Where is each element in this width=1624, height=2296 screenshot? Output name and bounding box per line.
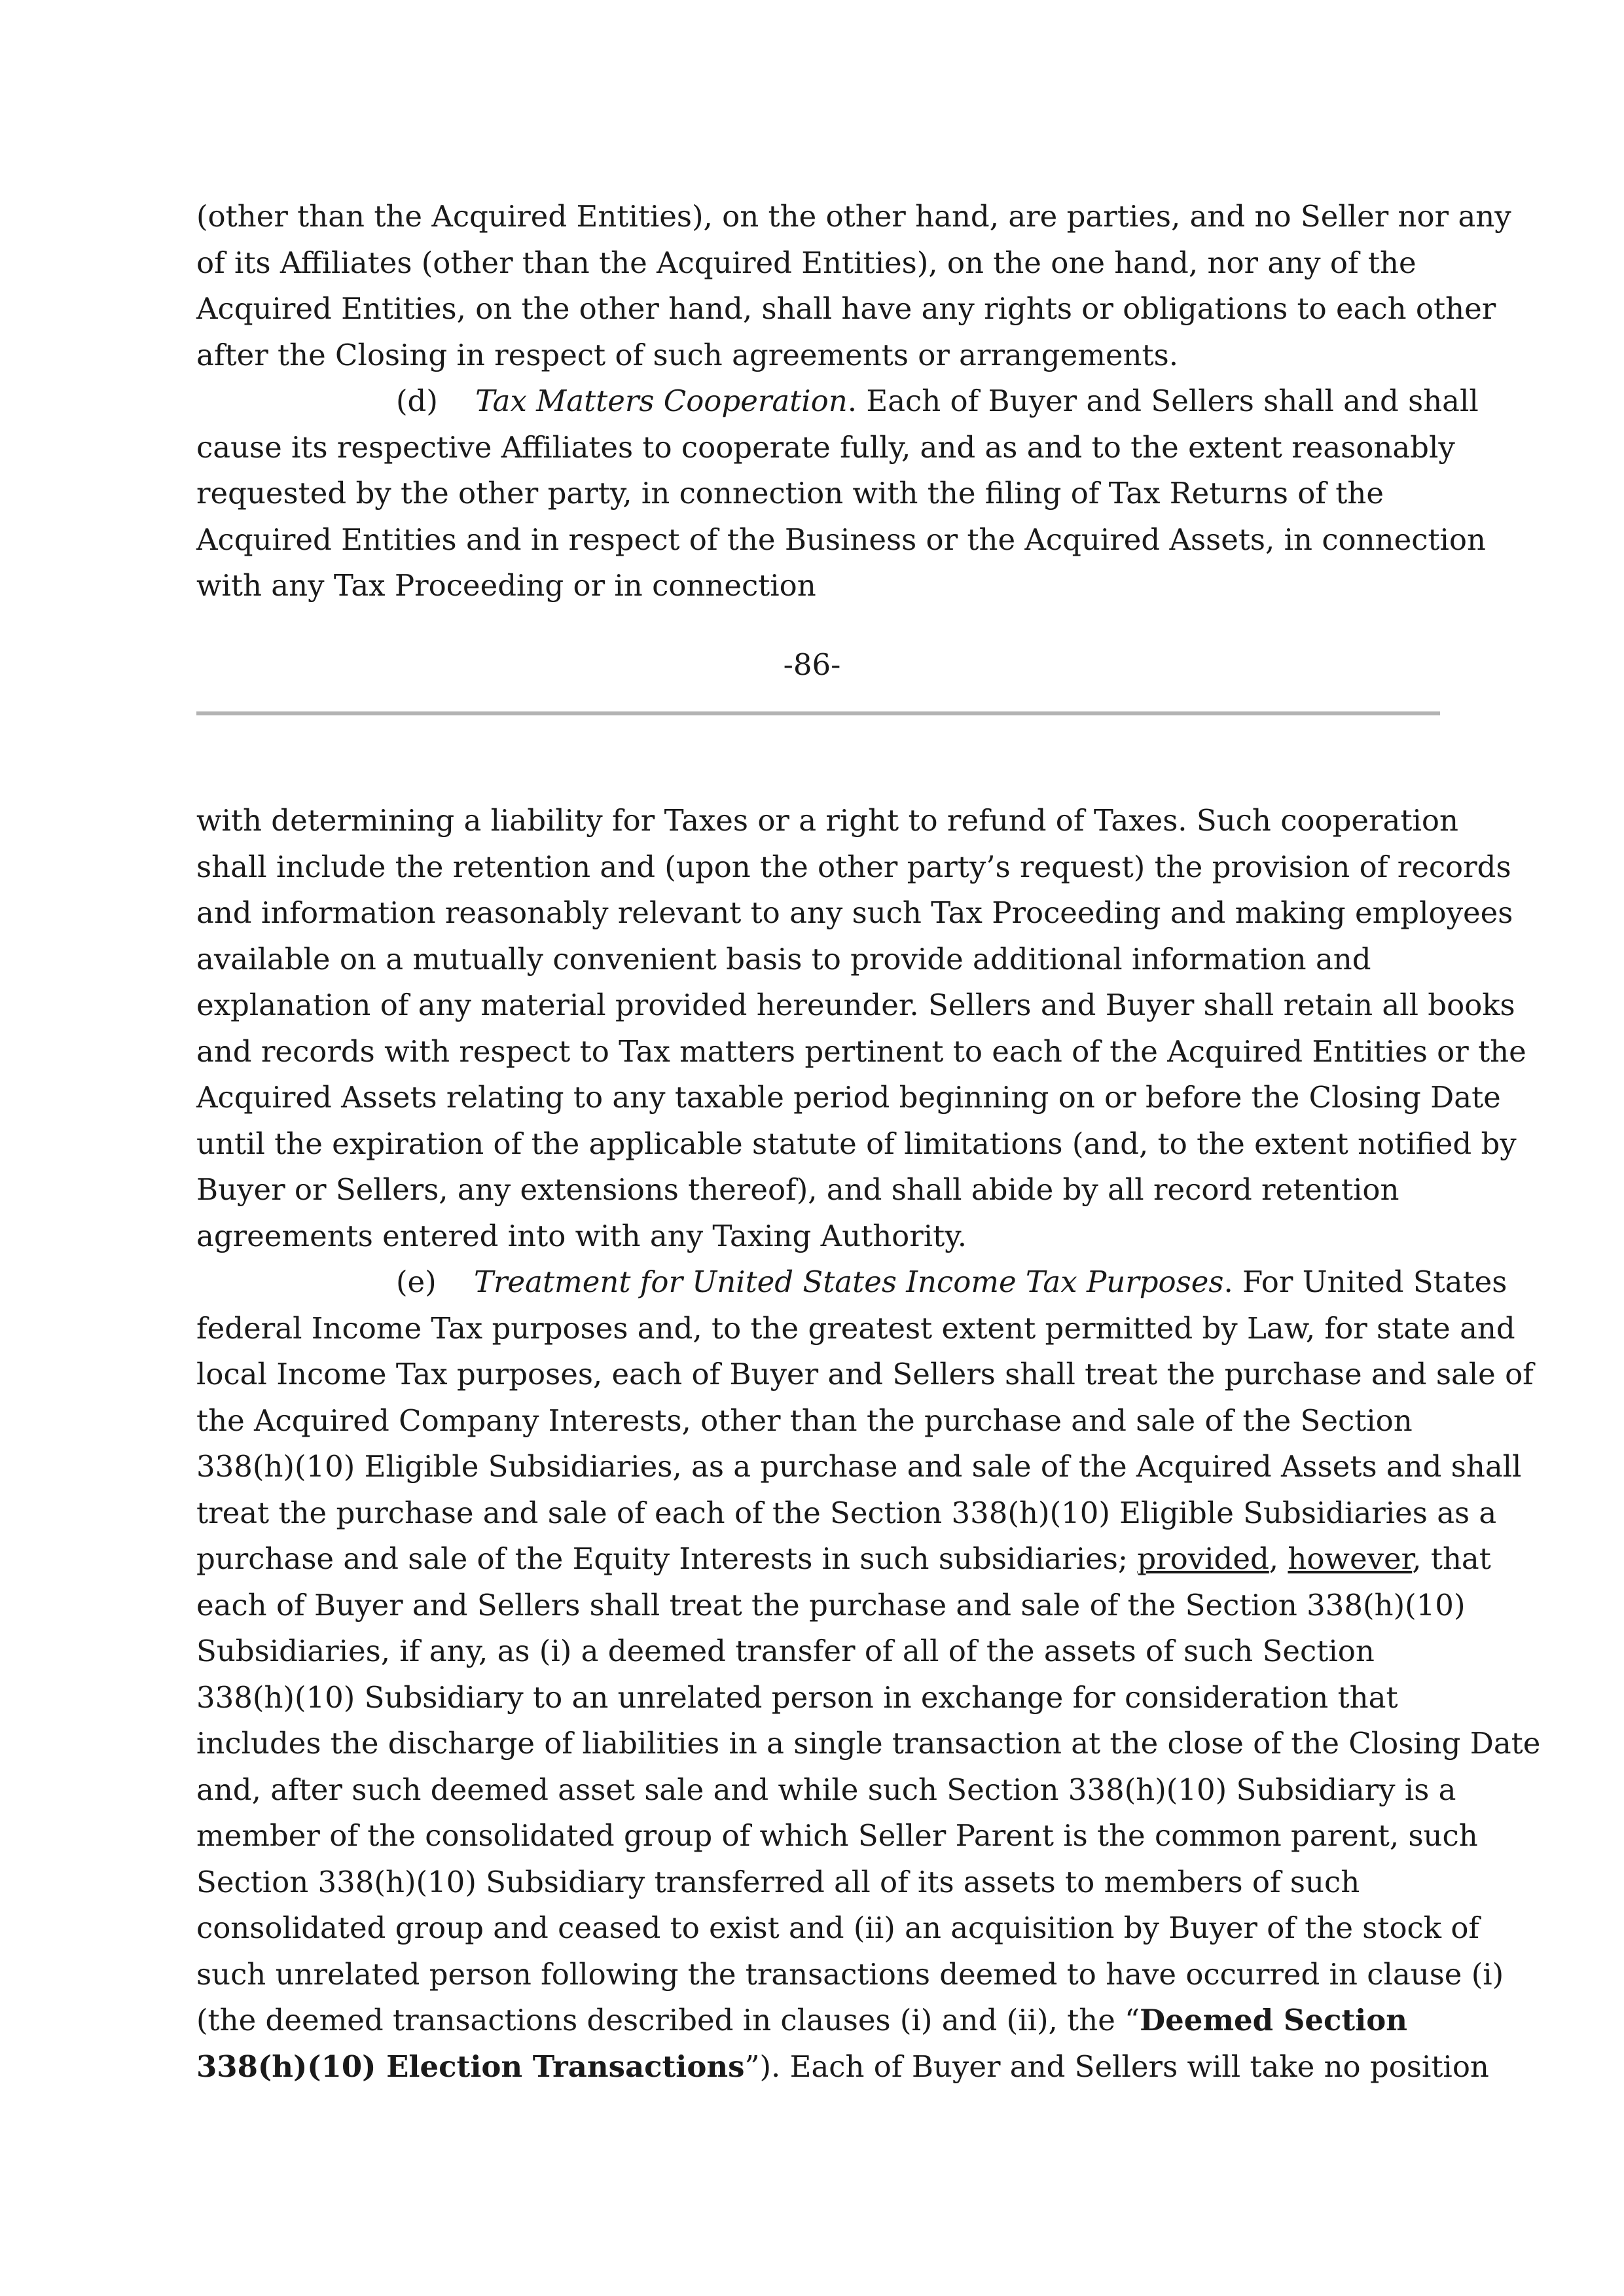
defined-term-part-2: 338(h)(10) Election Transactions	[196, 2049, 745, 2084]
last-line-after: ”). Each of Buyer and Sellers will take no position	[744, 2049, 1489, 2084]
text-line: such unrelated person following the transactions deemed to have occurred in clause (i)	[196, 1956, 1504, 1992]
text-line: and information reasonably relevant to any such Tax Proceeding and making employees	[196, 895, 1513, 930]
provided-term: provided	[1137, 1541, 1269, 1576]
text-line: Subsidiaries, if any, as (i) a deemed transfer of all of the assets of such Section	[196, 1634, 1375, 1668]
text-line: shall include the retention and (upon the other party’s request) the provision of records	[196, 849, 1511, 884]
text-line: with determining a liability for Taxes or a right to refund of Taxes. Such cooperation	[196, 803, 1458, 838]
text-line: until the expiration of the applicable statute of limitations (and, to the extent notified by	[196, 1126, 1517, 1161]
text-line: includes the discharge of liabilities in a single transaction at the close of the Closing Date	[196, 1726, 1541, 1761]
text-line: of its Affiliates (other than the Acquired Entities), on the one hand, nor any of the	[196, 245, 1416, 280]
section-d-paragraph	[196, 378, 1486, 609]
section-e-heading: Treatment for United States Income Tax Purposes	[473, 1265, 1224, 1299]
proviso-comma: ,	[1269, 1541, 1288, 1576]
text-line: 338(h)(10) Eligible Subsidiaries, as a purchase and sale of the Acquired Assets and shall	[196, 1449, 1522, 1484]
text-line: Buyer or Sellers, any extensions thereof), and shall abide by all record retention	[196, 1172, 1399, 1207]
section-d-first-line-rest: . Each of Buyer and Sellers shall and shall	[847, 384, 1479, 418]
page-divider	[196, 711, 1440, 715]
text-line: requested by the other party, in connection with the filing of Tax Returns of the	[196, 476, 1384, 511]
however-term: however	[1288, 1541, 1413, 1576]
proviso-before: purchase and sale of the Equity Interests in such subsidiaries;	[196, 1541, 1138, 1576]
section-d-label: (d)	[396, 384, 438, 418]
page-87-body	[196, 798, 1541, 2090]
proviso-after: , that	[1412, 1541, 1491, 1576]
last-line	[196, 2044, 1489, 2090]
text-line: cause its respective Affiliates to cooperate fully, and as and to the extent reasonably	[196, 429, 1455, 465]
text-line: with any Tax Proceeding or in connection	[196, 568, 816, 603]
section-d-first-line	[196, 378, 1479, 425]
text-line: Acquired Assets relating to any taxable period beginning on or before the Closing Date	[196, 1080, 1501, 1115]
text-line: the Acquired Company Interests, other than the purchase and sale of the Section	[196, 1403, 1413, 1438]
defined-term-line	[196, 1998, 1440, 2044]
text-line: (other than the Acquired Entities), on the other hand, are parties, and no Seller nor any	[196, 199, 1511, 234]
text-line: local Income Tax purposes, each of Buyer and Sellers shall treat the purchase and sale of	[196, 1357, 1534, 1391]
page-86-body	[196, 194, 1511, 609]
defined-term-part-1: Deemed Section	[1140, 2003, 1407, 2037]
section-e-first-line-rest: . For United States	[1223, 1265, 1507, 1299]
section-e-first-line	[196, 1259, 1507, 1306]
text-line: member of the consolidated group of which Seller Parent is the common parent, such	[196, 1818, 1478, 1853]
text-line: 338(h)(10) Subsidiary to an unrelated person in exchange for consideration that	[196, 1679, 1398, 1715]
text-line: after the Closing in respect of such agreements or arrangements.	[196, 337, 1179, 372]
text-line: Acquired Entities, on the other hand, shall have any rights or obligations to each other	[196, 291, 1496, 326]
text-line: consolidated group and ceased to exist and (ii) an acquisition by Buyer of the stock of	[196, 1910, 1480, 1945]
proviso-line	[196, 1536, 1491, 1583]
continuation-paragraph	[196, 798, 1526, 1259]
text-line: explanation of any material provided hereunder. Sellers and Buyer shall retain all books	[196, 988, 1515, 1022]
text-line: federal Income Tax purposes and, to the greatest extent permitted by Law, for state and	[196, 1310, 1515, 1346]
text-line: and records with respect to Tax matters pertinent to each of the Acquired Entities or the	[196, 1033, 1526, 1069]
text-line: and, after such deemed asset sale and while such Section 338(h)(10) Subsidiary is a	[196, 1772, 1456, 1807]
defined-term-before: (the deemed transactions described in clauses (i) and (ii), the “	[196, 2003, 1140, 2037]
section-e-label: (e)	[396, 1265, 437, 1299]
page-number: -86-	[783, 647, 841, 682]
section-e-paragraph	[196, 1259, 1541, 2090]
text-line: treat the purchase and sale of each of the Section 338(h)(10) Eligible Subsidiaries as a	[196, 1495, 1497, 1530]
top-paragraph	[196, 194, 1511, 378]
text-line: each of Buyer and Sellers shall treat the purchase and sale of the Section 338(h)(10)	[196, 1587, 1466, 1623]
text-line: available on a mutually convenient basis to provide additional information and	[196, 941, 1371, 977]
text-line: Section 338(h)(10) Subsidiary transferred all of its assets to members of such	[196, 1864, 1360, 1899]
text-line: agreements entered into with any Taxing Authority.	[196, 1218, 967, 1253]
text-line: Acquired Entities and in respect of the Business or the Acquired Assets, in connection	[196, 522, 1486, 557]
section-d-heading: Tax Matters Cooperation	[475, 384, 848, 418]
